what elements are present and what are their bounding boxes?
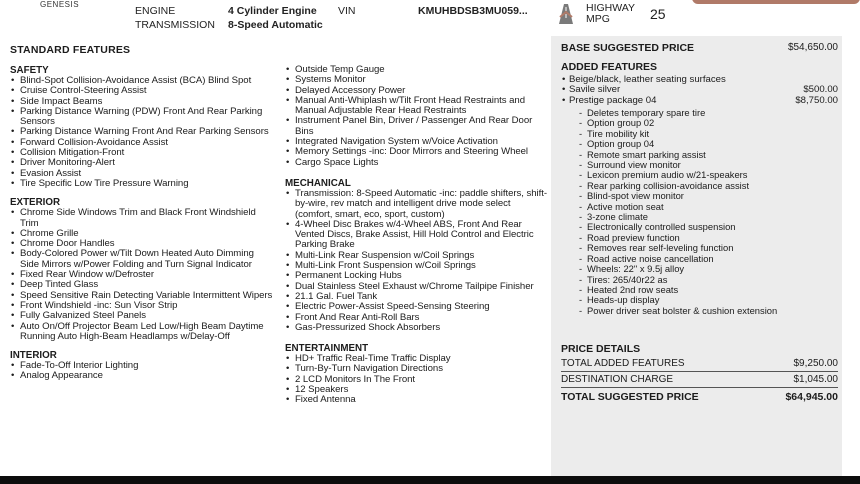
list-item: • Electric Power-Assist Speed-Sensing Steering	[285, 302, 547, 312]
list-item: • 21.1 Gal. Fuel Tank	[285, 292, 547, 302]
entertainment-list	[285, 354, 547, 405]
pricing-panel	[551, 36, 842, 484]
list-item: • Parking Distance Warning (PDW) Front And Rear Parking Sensors	[10, 107, 275, 128]
list-item: • Speed Sensitive Rain Detecting Variable Intermittent Wipers	[10, 291, 275, 301]
list-item: - Rear parking collision-avoidance assist	[579, 181, 829, 191]
list-item: • HD+ Traffic Real-Time Traffic Display	[285, 354, 547, 364]
list-item: • Chrome Side Windows Trim and Black Front Windshield Trim	[10, 208, 275, 229]
interior-list-continued	[285, 65, 547, 168]
highway-mpg-value: 25	[650, 6, 666, 22]
divider	[561, 387, 838, 388]
list-item: • Multi-Link Rear Suspension w/Coil Springs	[285, 251, 547, 261]
engine-value: 4 Cylinder Engine	[228, 5, 317, 17]
list-item: • Collision Mitigation-Front	[10, 148, 275, 158]
list-item: • Analog Appearance	[10, 371, 275, 381]
highway-mpg-label: HIGHWAY MPG	[586, 2, 635, 25]
list-item: - 3-zone climate	[579, 212, 829, 222]
destination-label: DESTINATION CHARGE	[561, 374, 674, 385]
price-details-title: PRICE DETAILS	[561, 343, 641, 355]
total-added-row	[561, 358, 838, 369]
list-item: • Front And Rear Anti-Roll Bars	[285, 313, 547, 323]
list-item: - Heated 2nd row seats	[579, 285, 829, 295]
list-item: • Side Impact Beams	[10, 97, 275, 107]
safety-list	[10, 76, 275, 189]
destination-value: $1,045.00	[793, 374, 838, 385]
sticker-header	[0, 0, 860, 36]
total-price-label: TOTAL SUGGESTED PRICE	[561, 391, 699, 403]
list-item: - Road active noise cancellation	[579, 254, 829, 264]
list-item: • Auto On/Off Projector Beam Led Low/High Beam Daytime Running Auto High-Beam Headlamps w/Delay-Off	[10, 322, 275, 343]
list-item: • Savile silver $500.00	[561, 85, 838, 95]
base-price-row	[561, 42, 838, 54]
prestige-package-items	[579, 108, 829, 316]
list-item: • Manual Anti-Whiplash w/Tilt Front Head Restraints and Manual Adjustable Rear Head Restraints	[285, 96, 547, 117]
list-item: • Cruise Control-Steering Assist	[10, 86, 275, 96]
features-column-2	[285, 65, 547, 406]
list-item: • Parking Distance Warning Front And Rear Parking Sensors	[10, 127, 275, 137]
list-item: • Outside Temp Gauge	[285, 65, 547, 75]
entertainment-heading: ENTERTAINMENT	[285, 343, 369, 355]
total-price-row	[561, 391, 838, 403]
list-item: • Prestige package 04 $8,750.00	[561, 96, 838, 106]
base-price-label: BASE SUGGESTED PRICE	[561, 42, 695, 54]
list-item: • Driver Monitoring-Alert	[10, 158, 275, 168]
list-item: • Beige/black, leather seating surfaces	[561, 75, 838, 85]
list-item: - Wheels: 22" x 9.5j alloy	[579, 264, 829, 274]
list-item: - Electronically controlled suspension	[579, 222, 829, 232]
list-item: • Transmission: 8-Speed Automatic -inc: paddle shifters, shift-by-wire, rev match and intelligent drive mode select (comfort, smart, eco, sport, custom)	[285, 189, 547, 220]
list-item: • Chrome Grille	[10, 229, 275, 239]
total-price-value: $64,945.00	[785, 391, 838, 403]
list-item: - Surround view monitor	[579, 160, 829, 170]
interior-list	[10, 361, 275, 382]
list-item: • Fixed Rear Window w/Defroster	[10, 270, 275, 280]
list-item: • 4-Wheel Disc Brakes w/4-Wheel ABS, Front And Rear Vented Discs, Brake Assist, Hill Hold Control and Electric Parking Brake	[285, 220, 547, 251]
list-item: • Forward Collision-Avoidance Assist	[10, 138, 275, 148]
list-item: • Permanent Locking Hubs	[285, 271, 547, 281]
mechanical-list	[285, 189, 547, 333]
total-added-value: $9,250.00	[793, 358, 838, 369]
safety-heading: SAFETY	[10, 65, 49, 76]
list-item: - Tires: 265/40r22 as	[579, 275, 829, 285]
list-item: • Fully Galvanized Steel Panels	[10, 311, 275, 321]
list-item: - Remote smart parking assist	[579, 150, 829, 160]
list-item: • Fixed Antenna	[285, 395, 547, 405]
list-item: - Road preview function	[579, 233, 829, 243]
exterior-heading: EXTERIOR	[10, 197, 61, 209]
interior-heading: INTERIOR	[10, 350, 57, 362]
added-features-title: ADDED FEATURES	[561, 61, 658, 73]
vin-value: KMUHBDSB3MU059...	[418, 5, 528, 17]
list-item: - Deletes temporary spare tire	[579, 108, 829, 118]
header-accent-tab	[692, 0, 860, 4]
brand-label: GENESIS	[40, 0, 80, 9]
list-item: • Instrument Panel Bin, Driver / Passenger And Rear Door Bins	[285, 116, 547, 137]
exterior-list	[10, 208, 275, 342]
list-item: • Dual Stainless Steel Exhaust w/Chrome Tailpipe Finisher	[285, 282, 547, 292]
list-item: • Front Windshield -inc: Sun Visor Strip	[10, 301, 275, 311]
list-item: • 2 LCD Monitors In The Front	[285, 375, 547, 385]
list-item: • Fade-To-Off Interior Lighting	[10, 361, 275, 371]
list-item: • Body-Colored Power w/Tilt Down Heated Auto Dimming Side Mirrors w/Power Folding and Turn Signal Indicator	[10, 249, 275, 270]
list-item: • Integrated Navigation System w/Voice Activation	[285, 137, 547, 147]
mechanical-heading: MECHANICAL	[285, 177, 351, 189]
total-added-label: TOTAL ADDED FEATURES	[561, 358, 685, 369]
list-item: • Gas-Pressurized Shock Absorbers	[285, 323, 547, 333]
list-item: • Memory Settings -inc: Door Mirrors and Steering Wheel	[285, 147, 547, 157]
list-item: - Removes rear self-leveling function	[579, 243, 829, 253]
list-item: • Delayed Accessory Power	[285, 86, 547, 96]
list-item: • Turn-By-Turn Navigation Directions	[285, 364, 547, 374]
list-item: • Systems Monitor	[285, 75, 547, 85]
list-item: - Lexicon premium audio w/21-speakers	[579, 170, 829, 180]
base-price-value: $54,650.00	[787, 42, 838, 53]
list-item: - Power driver seat bolster & cushion extension	[579, 306, 829, 316]
added-features-list	[561, 75, 838, 106]
engine-label: ENGINE	[135, 5, 176, 17]
list-item: - Heads-up display	[579, 295, 829, 305]
highway-icon	[557, 3, 575, 25]
list-item: - Active motion seat	[579, 202, 829, 212]
transmission-label: TRANSMISSION	[135, 19, 215, 31]
list-item: • 12 Speakers	[285, 385, 547, 395]
list-item: - Option group 04	[579, 139, 829, 149]
list-item: • Chrome Door Handles	[10, 239, 275, 249]
list-item: • Cargo Space Lights	[285, 158, 547, 168]
list-item: • Multi-Link Front Suspension w/Coil Springs	[285, 261, 547, 271]
list-item: - Option group 02	[579, 118, 829, 128]
transmission-value: 8-Speed Automatic	[228, 19, 323, 31]
standard-features-panel	[10, 44, 548, 406]
list-item: • Tire Specific Low Tire Pressure Warning	[10, 179, 275, 189]
vin-label: VIN	[338, 5, 356, 17]
list-item: - Blind-spot view monitor	[579, 191, 829, 201]
bottom-bar	[0, 476, 860, 484]
features-column-1	[10, 65, 275, 382]
list-item: • Blind-Spot Collision-Avoidance Assist (BCA) Blind Spot	[10, 76, 275, 86]
divider	[561, 371, 838, 372]
list-item: • Evasion Assist	[10, 169, 275, 179]
list-item: - Tire mobility kit	[579, 129, 829, 139]
standard-features-title: STANDARD FEATURES	[10, 44, 131, 56]
list-item: • Deep Tinted Glass	[10, 280, 275, 290]
destination-row	[561, 374, 838, 385]
